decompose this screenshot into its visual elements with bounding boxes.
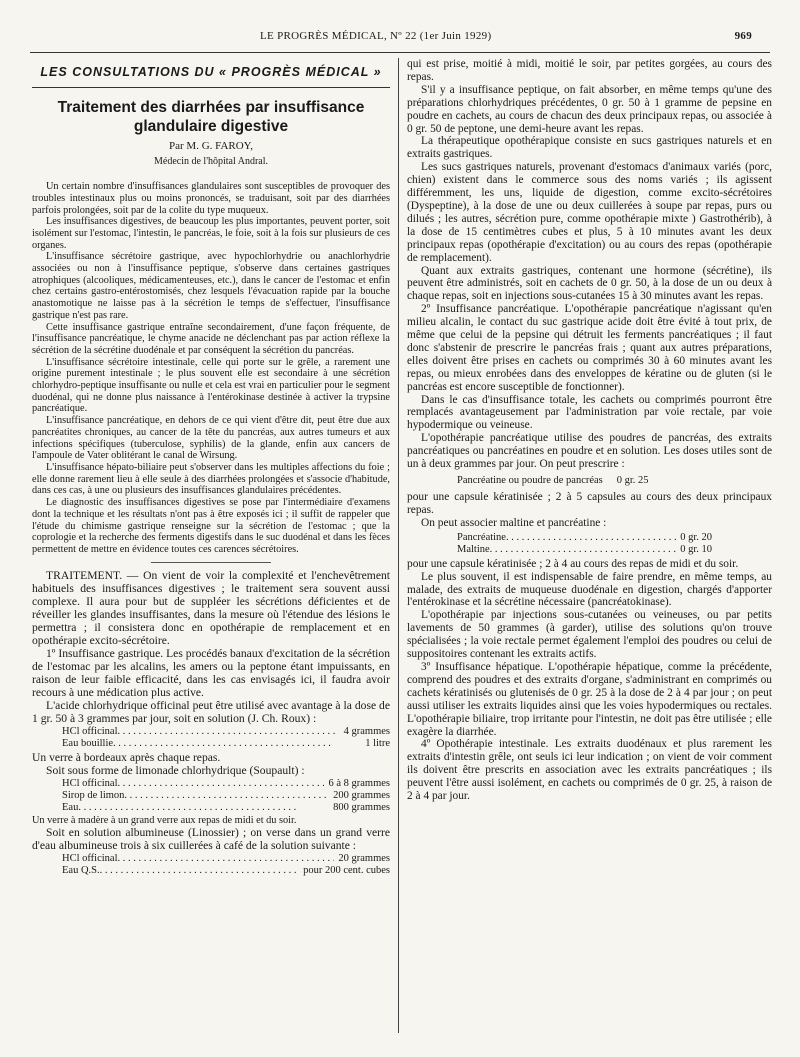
paragraph: Les insuffisances digestives, de beaucoup les plus importantes, peuvent porter, soit isolément sur l'estomac, l'intestin, le pancréas, le foie, soit à la fois sur plusieurs de ces organes. bbox=[32, 216, 390, 251]
paragraph: 3º Insuffisance hépatique. L'opothérapie hépatique, comme la précédente, comprend des poudres et des extraits d'organe, s'administrant en comprimés ou cachets kératinisés ou glutenisés de 0 gr. 25 à la dose de 2 à 4 par jour ; on peut aussi utiliser les extraits liquides ainsi que les voies hypodermiques ou rectales. L'opothérapie biliaire, trop irritante pour l'intestin, ne doit pas être utilisée ; elle exagère la diarrhée. bbox=[407, 660, 772, 738]
author-affiliation: Médecin de l'hôpital Andral. bbox=[154, 156, 268, 168]
rx-intro: On peut associer maltine et pancréatine : bbox=[421, 516, 607, 529]
rx-row: HCl officinal . . . 20 grammes bbox=[62, 853, 390, 865]
divider bbox=[151, 562, 271, 563]
treatment-text bbox=[32, 569, 390, 725]
right-column bbox=[407, 58, 772, 803]
paragraph: L'insuffisance pancréatique, en dehors de ce qui vient d'être dit, peut être due aux pancréatites chroniques, au cancer de la tête du pancréas, aux autres tumeurs et aux infections spécifiques (tuberculose, syphilis) de la glande, enfin aux cancers de l'ampoule de Vater oblitérant le canal de Wirsung. bbox=[32, 415, 390, 462]
paragraph: qui est prise, moitié à midi, moitié le soir, par petites gorgées, au cours des repas. bbox=[407, 58, 772, 83]
rx-row: Pancréatine . . . 0 gr. 20 bbox=[457, 532, 712, 544]
paragraph: Le diagnostic des insuffisances digestives se pose par l'intermédiaire d'examens dont la technique et les résultats n'ont pas à être exposés ici ; il suffit de rappeler que l'étude du chimisme gastrique renseigne sur la sécrétion de l'estomac ; que la coprologie et la recherche des ferments digestifs dans le suc duodénal et dans les fèces permettent de mettre en évidence toutes ces carences sécrétoires. bbox=[32, 497, 390, 555]
paragraph: Le plus souvent, il est indispensable de faire prendre, en même temps, au malade, des extraits de muqueuse duodénale en digestion, chargés d'apporter l'entérokinase et la sécrétine nécessaire (pancréatokinase). bbox=[407, 570, 772, 609]
paragraph: TRAITEMENT. — On vient de voir la complexité et l'enchevêtrement habituels des insuffisances digestives ; le traitement sera souvent aussi complexe. Il aura pour but de suppléer les sécrétions déficientes et de réveiller les glandes insuffisantes, dans la mesure où l'étendue des lésions le permettra ; il consistera donc en opothérapie de remplacement et en opothérapie excito-sécrétoire. bbox=[32, 568, 390, 647]
running-header bbox=[30, 30, 770, 46]
paragraph: 2º Insuffisance pancréatique. L'opothérapie pancréatique n'agissant qu'en milieu alcalin, le contact du suc gastrique acide doit être évité à tout prix, de même que celui de la pepsine qui détruit les ferments pancréatiques ; il faut donc s'abstenir de prescrire le pancréas frais ; quant aux autres préparations, elles doivent être prises en cachets ou comprimés 30 à 60 minutes avant les repas, ou mieux enrobées dans des enveloppes de kératine ou de gluten (si le pancréas est encore susceptible de fonctionner). bbox=[407, 303, 772, 393]
paragraph: 1º Insuffisance gastrique. Les procédés banaux d'excitation de la sécrétion de l'estomac par les alcalins, les amers ou la peptone étant impuissants, en raison de leur faible efficacité, dans les cas envisagés ici, il faudra avoir recours à une médication plus active. bbox=[32, 646, 390, 699]
paragraph: Dans le cas d'insuffisance totale, les cachets ou comprimés pourront être remplacés avantageusement par l'administration par voie rectale, par voie hypodermique ou veineuse. bbox=[407, 393, 772, 432]
rx-row: Maltine . . . 0 gr. 10 bbox=[457, 544, 712, 556]
left-column bbox=[32, 58, 390, 878]
prescription-1 bbox=[62, 726, 390, 750]
paragraph: Quant aux extraits gastriques, contenant une hormone (sécrétine), ils peuvent être administrés, soit en cachets de 0 gr. 50, à la dose de un ou deux à chaque repas, soit en injections sous-cutanées 15 à 30 minutes avant les repas. bbox=[407, 264, 772, 303]
rx-row: Eau . . . 800 grammes bbox=[62, 802, 390, 814]
rx-row: HCl officinal . . . 4 grammes bbox=[62, 726, 390, 738]
paragraph: La thérapeutique opothérapique consiste en sucs gastriques naturels et en extraits gastriques. bbox=[407, 135, 772, 161]
rx-row: Sirop de limon . . . 200 grammes bbox=[62, 790, 390, 802]
prescription-4 bbox=[457, 475, 772, 487]
article-author: Par M. G. FAROY, bbox=[169, 139, 253, 152]
section-title: LES CONSULTATIONS DU « PROGRÈS MÉDICAL » bbox=[40, 65, 382, 79]
rx-row: Pancréatine ou poudre de pancréas 0 gr. 25 bbox=[457, 475, 649, 486]
journal-title: LE PROGRÈS MÉDICAL, Nº 22 (1er Juin 1929) bbox=[260, 30, 492, 42]
article-title: Traitement des diarrhées par insuffisance glandulaire digestive bbox=[57, 98, 365, 135]
paragraph: L'insuffisance hépato-biliaire peut s'observer dans les multiples affections du foie ; elle donne rarement lieu à elle seule à des diarrhées prolongées et s'associe d'habitude, dans ces cas, à une ou plusieurs des insuffisances glandulaires précédentes. bbox=[32, 461, 390, 497]
rx-row: HCl officinal . . . 6 à 8 grammes bbox=[62, 778, 390, 790]
intro-text bbox=[32, 181, 390, 556]
paragraph: L'insuffisance sécrétoire gastrique, avec hypochlorhydrie ou anachlorhydrie associées ou non à l'insuffisance peptique, s'observe dans certaines gastriques atrophiques (alcooliques, médicamenteuses, etc.), dans le cancer de l'estomac et enfin chez certains gastro-entérostomisés, chez lesquels l'évacuation rapide par la bouche anastomotique ne laisse pas à la sécrétion le temps de s'effectuer, l'insuffisance gastrique n'est pas rare. bbox=[32, 251, 390, 321]
prescription-3 bbox=[62, 853, 390, 877]
rx-row: Eau Q.S. . . . pour 200 cent. cubes bbox=[62, 865, 390, 877]
paragraph: Les sucs gastriques naturels, provenant d'estomacs d'animaux variés (porc, chien) existent dans le commerce sous des noms variés ; ils agissent différemment, les uns, liquide de digestion, comme excito-sécrétoires (Dyspeptine), à la dose de une ou deux cuillerées à soupe par repas, purs ou dilués ; les autres, sécrétion pure, comme opothérapie mixte ) Gastrothérib), à la dose de 15 centimètres cubes et plus, 5 à 10 minutes avant les deux principaux repas (opothérapie d'excitation) ou au cours des repas (opothérapie de remplacement). bbox=[407, 161, 772, 264]
rx-note: Un verre à madère à un grand verre aux repas de midi et du soir. bbox=[32, 814, 297, 826]
rx-note: pour une capsule kératinisée ; 2 à 5 capsules au cours des deux principaux repas. bbox=[407, 491, 772, 516]
paragraph: S'il y a insuffisance peptique, on fait absorber, en même temps qu'une des préparations chlorhydriques précédentes, 0 gr. 50 à 1 gramme de pepsine en poudre en cachets, au cours de chacun des deux principaux repas, ou associée à 0 gr. 50 de peptone, une demi-heure avant les repas. bbox=[407, 83, 772, 135]
rx-row: Eau bouillie . . . 1 litre bbox=[62, 738, 390, 750]
paragraph: L'acide chlorhydrique officinal peut être utilisé avec avantage à la dose de 1 gr. 50 à 3 grammes par jour, soit en solution (J. Ch. Roux) : bbox=[32, 698, 390, 725]
column-divider bbox=[398, 58, 399, 1033]
paragraph: pour une capsule kératinisée ; 2 à 4 au cours des repas de midi et du soir. bbox=[407, 557, 739, 570]
header-rule bbox=[30, 52, 770, 53]
rx-intro: Soit sous forme de limonade chlorhydrique (Soupault) : bbox=[46, 763, 305, 777]
paragraph: Cette insuffisance gastrique entraîne secondairement, d'une façon fréquente, de l'insuffisance pancréatique, le chyme anacide ne déclenchant pas par action réflexe la sécrétion de la sécrétine duodénale et par conséquent la sécrétion du pancréas. bbox=[32, 321, 390, 356]
prescription-5 bbox=[457, 532, 712, 556]
paragraph: L'opothérapie pancréatique utilise des poudres de pancréas, des extraits pancréatiques ou pancréatines en poudre et en solution. Les doses utiles sont de un à deux grammes par jour. On peut prescrire : bbox=[407, 432, 772, 471]
page-number: 969 bbox=[734, 30, 752, 42]
rx-note: Un verre à bordeaux après chaque repas. bbox=[32, 750, 221, 764]
section-rule bbox=[32, 87, 390, 88]
prescription-2 bbox=[62, 778, 390, 814]
paragraph: L'opothérapie par injections sous-cutanées ou veineuses, ou par petits lavements de 50 grammes (à garder), utilise des solutions qu'on trouve spécialisées ; la voie rectale permet également l'emploi des poudres ou celui de suppositoires contenant les extraits actifs. bbox=[407, 609, 772, 661]
paragraph: 4º Opothérapie intestinale. Les extraits duodénaux et plus rarement les extraits d'intestin grêle, ont seuls ici leur indication ; on vient de voir comment ils doivent être prescrits en association avec les extraits pancréatiques ; ils peuvent l'être aussi isolément, en cachets ou comprimés de 0 gr. 25, à raison de 2 à 4 par jour. bbox=[407, 738, 772, 803]
rx-intro: Soit en solution albumineuse (Linossier) ; on verse dans un grand verre d'eau albumineuse trois à six cuillerées à café de la solution suivante : bbox=[32, 826, 390, 853]
paragraph: Un certain nombre d'insuffisances glandulaires sont susceptibles de provoquer des troubles intestinaux plus ou moins prononcés, se traduisant, soit par des diarrhées parfois prolongées, soit par de la colite du type muqueux. bbox=[32, 181, 390, 216]
paragraph: L'insuffisance sécrétoire intestinale, celle qui porte sur le grêle, a rarement une origine purement intestinale ; le plus souvent elle est secondaire à une sécrétion chlorhydro-peptique insuffisante ou nulle et cela est vrai en particulier pour le segment duodénal, qui ne donne plus naissance à l'entérokinase destinée à activer la trypsine pancréatique. bbox=[32, 356, 390, 415]
